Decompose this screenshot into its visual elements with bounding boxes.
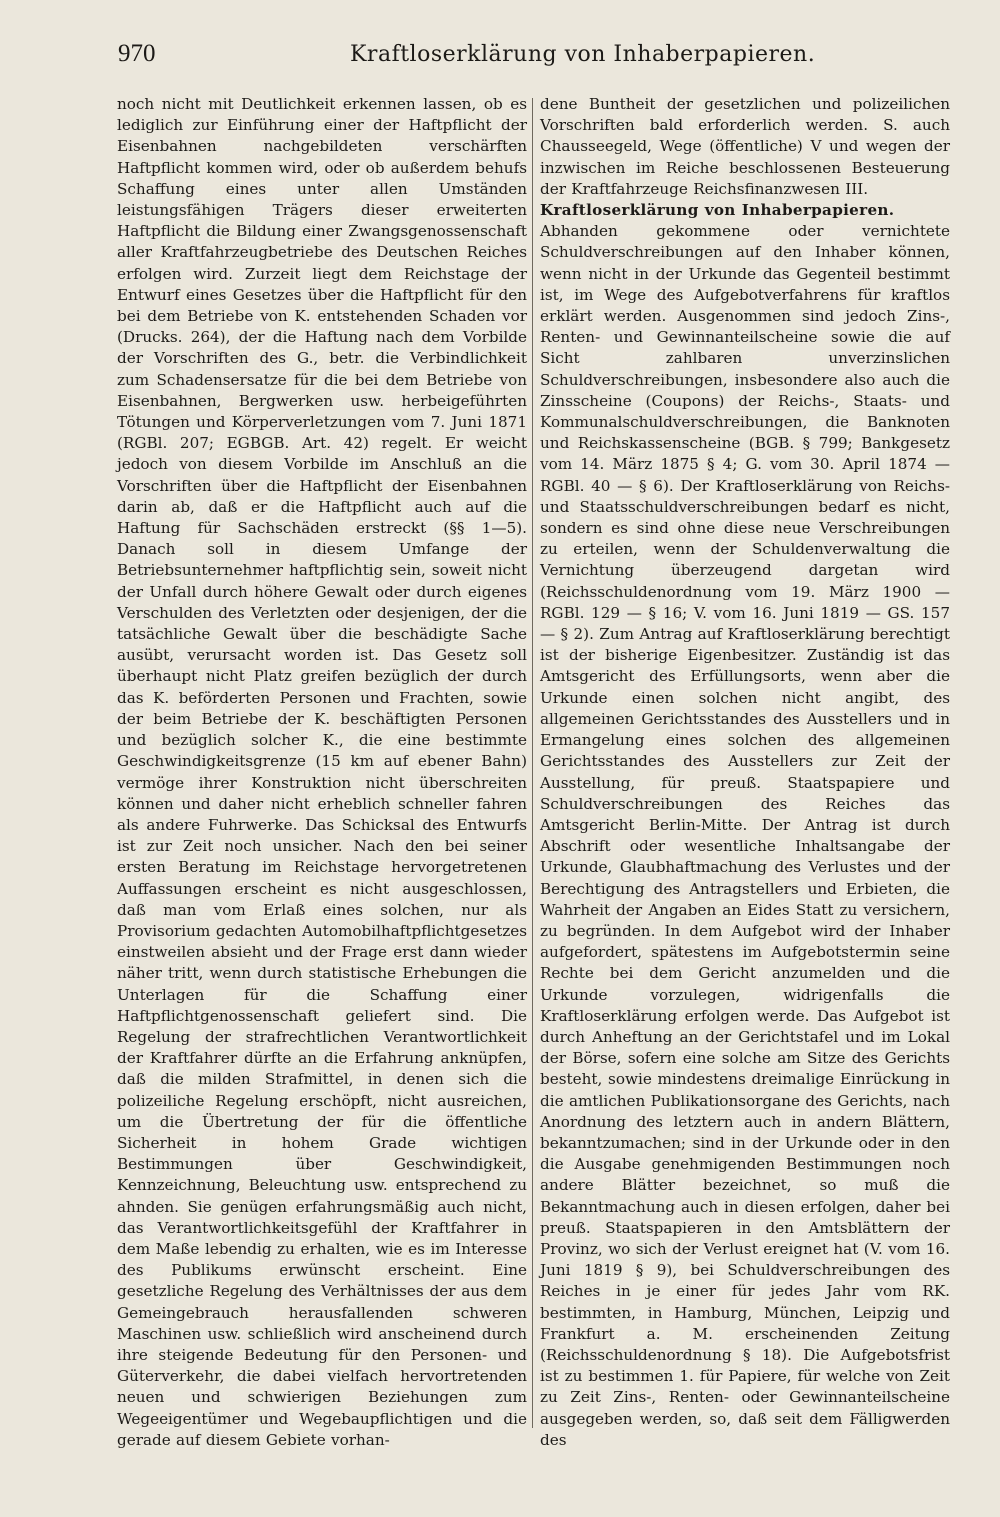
left-column — [117, 94, 527, 1451]
column-divider — [532, 98, 533, 1428]
left-column-text: noch nicht mit Deutlichkeit erkennen lassen, ob es lediglich zur Einführung einer der Haftpflicht der Eisenbahnen nachgebildeten verschärften Haftpflicht kommen wird, oder ob außerdem behufs Schaffung eines unter allen Umständen leistungsfähigen Trägers dieser erweiterten Haftpflicht die Bildung einer Zwangsgenossenschaft aller Kraftfahrzeugbetriebe des Deutschen Reiches erfolgen wird. Zurzeit liegt dem Reichstage der Entwurf eines Gesetzes über die Haftpflicht für den bei dem Betriebe von K. entstehenden Schaden vor (Drucks. 264), der die Haftung nach dem Vorbilde der Vorschriften des G., betr. die Verbindlichkeit zum Schadensersatze für die bei dem Betriebe von Eisenbahnen, Bergwerken usw. herbeigeführten Tötungen und Körperverletzungen vom 7. Juni 1871 (RGBl. 207; EGBGB. Art. 42) regelt. Er weicht jedoch von diesem Vorbilde im Anschluß an die Vorschriften über die Haftpflicht der Eisenbahnen darin ab, daß er die Haftpflicht auch auf die Haftung für Sachschäden erstreckt (§§ 1—5). Danach soll in diesem Umfange der Betriebsunternehmer haftpflichtig sein, soweit nicht der Unfall durch höhere Gewalt oder durch eigenes Verschulden des Verletzten oder desjenigen, der die tatsächliche Gewalt über die beschädigte Sache ausübt, verursacht worden ist. Das Gesetz soll überhaupt nicht Platz greifen bezüglich der durch das K. beförderten Personen und Frachten, sowie der beim Betriebe der K. beschäftigten Personen und bezüglich solcher K., die eine bestimmte Geschwindigkeitsgrenze (15 km auf ebener Bahn) vermöge ihrer Konstruktion nicht überschreiten können und daher nicht erheblich schneller fahren als andere Fuhrwerke. Das Schicksal des Entwurfs ist zur Zeit noch unsicher. Nach den bei seiner ersten Beratung im Reichstage hervorgetretenen Auffassungen erscheint es nicht ausgeschlossen, daß man vom Erlaß eines solchen, nur als Provisorium gedachten Automobilhaftpflichtgesetzes einstweilen absieht und der Frage erst dann wieder näher tritt, wenn durch statistische Erhebungen die Unterlagen für die Schaffung einer Haftpflichtgenossenschaft geliefert sind. Die Regelung der strafrechtlichen Verantwortlichkeit der Kraftfahrer dürfte an die Erfahrung anknüpfen, daß die milden Strafmittel, in denen sich die polizeiliche Regelung erschöpft, nicht ausreichen, um die Übertretung der für die öffentliche Sicherheit in hohem Grade wichtigen Bestimmungen über Geschwindigkeit, Kennzeichnung, Beleuchtung usw. entsprechend zu ahnden. Sie genügen erfahrungsmäßig auch nicht, das Verantwortlichkeitsgefühl der Kraftfahrer in dem Maße lebendig zu erhalten, wie es im Interesse des Publikums erwünscht erscheint. Eine gesetzliche Regelung des Verhältnisses der aus dem Gemeingebrauch herausfallenden schweren Maschinen usw. schließlich wird anscheinend durch ihre steigende Bedeutung für den Personen- und Güterverkehr, die dabei vielfach hervortretenden neuen und schwierigen Beziehungen zum Wegeeigentümer und Wegebaupflichtigen und die gerade auf diesem Gebiete vorhan- — [117, 95, 527, 1449]
running-title: Kraftloserklärung von Inhaberpapieren. — [350, 42, 816, 67]
entry-text: Abhanden gekommene oder vernichtete Schuldverschreibungen auf den Inhaber können, wenn nicht in der Urkunde das Gegenteil bestimmt ist, im Wege des Aufgebotverfahrens für kraftlos erklärt werden. Ausgenommen sind jedoch Zins-, Renten- und Gewinnanteilscheine sowie die auf Sicht zahlbaren unverzinslichen Schuldverschreibungen, insbesondere also auch die Zinsscheine (Coupons) der Reichs-, Staats- und Kommunalschuldverschreibungen, die Banknoten und Reichskassenscheine (BGB. § 799; Bankgesetz vom 14. März 1875 § 4; G. vom 30. April 1874 — RGBl. 40 — § 6). Der Kraftloserklärung von Reichs- und Staatsschuldverschreibungen bedarf es nicht, sondern es sind ohne diese neue Verschreibungen zu erteilen, wenn der Schuldenverwaltung die Vernichtung überzeugend dargetan wird (Reichsschuldenordnung vom 19. März 1900 — RGBl. 129 — § 16; V. vom 16. Juni 1819 — GS. 157 — § 2). Zum Antrag auf Kraftloserklärung berechtigt ist der bisherige Eigenbesitzer. Zuständig ist das Amtsgericht des Erfüllungsorts, wenn aber die Urkunde einen solchen nicht angibt, des allgemeinen Gerichtsstandes des Ausstellers und in Ermangelung eines solchen des allgemeinen Gerichtsstandes des Ausstellers zur Zeit der Ausstellung, für preuß. Staatspapiere und Schuldverschreibungen des Reiches das Amtsgericht Berlin-Mitte. Der Antrag ist durch Abschrift oder wesentliche Inhaltsangabe der Urkunde, Glaubhaftmachung des Verlustes und der Berechtigung des Antragstellers und Erbieten, die Wahrheit der Angaben an Eides Statt zu versichern, zu begründen. In dem Aufgebot wird der Inhaber aufgefordert, spätestens im Aufgebotstermin seine Rechte bei dem Gericht anzumelden und die Urkunde vorzulegen, widrigenfalls die Kraftloserklärung erfolgen werde. Das Aufgebot ist durch Anheftung an der Gerichtstafel und im Lokal der Börse, sofern eine solche am Sitze des Gerichts besteht, sowie mindestens dreimalige Einrückung in die amtlichen Publikationsorgane des Gerichts, nach Anordnung des letztern auch in andern Blättern, bekanntzumachen; sind in der Urkunde oder in den die Ausgabe genehmigenden Bestimmungen noch andere Blätter bezeichnet, so muß die Bekanntmachung auch in diesen erfolgen, daher bei preuß. Staatspapieren in den Amtsblättern der Provinz, wo sich der Verlust ereignet hat (V. vom 16. Juni 1819 § 9), bei Schuldverschreibungen des Reiches in je einer für jedes Jahr vom RK. bestimmten, in Hamburg, München, Leipzig und Frankfurt a. M. erscheinenden Zeitung (Reichsschuldenordnung § 18). Die Aufgebotsfrist ist zu bestimmen 1. für Papiere, für welche von Zeit zu Zeit Zins-, Renten- oder Gewinnanteilscheine ausgegeben werden, so, daß seit dem Fälligwerden des — [540, 222, 950, 1449]
entry-heading: Kraftloserklärung von Inhaberpapieren. — [540, 201, 895, 220]
right-column-continuation: dene Buntheit der gesetzlichen und polizeilichen Vorschriften bald erforderlich werden. S. auch Chausseegeld, Wege (öffentliche) V und wegen der inzwischen im Reiche beschlossenen Besteuerung der Kraftfahrzeuge Reichsfinanzwesen III. — [540, 95, 950, 198]
right-column — [540, 94, 950, 1451]
page-number: 970 — [118, 40, 156, 67]
page-header — [118, 40, 950, 80]
